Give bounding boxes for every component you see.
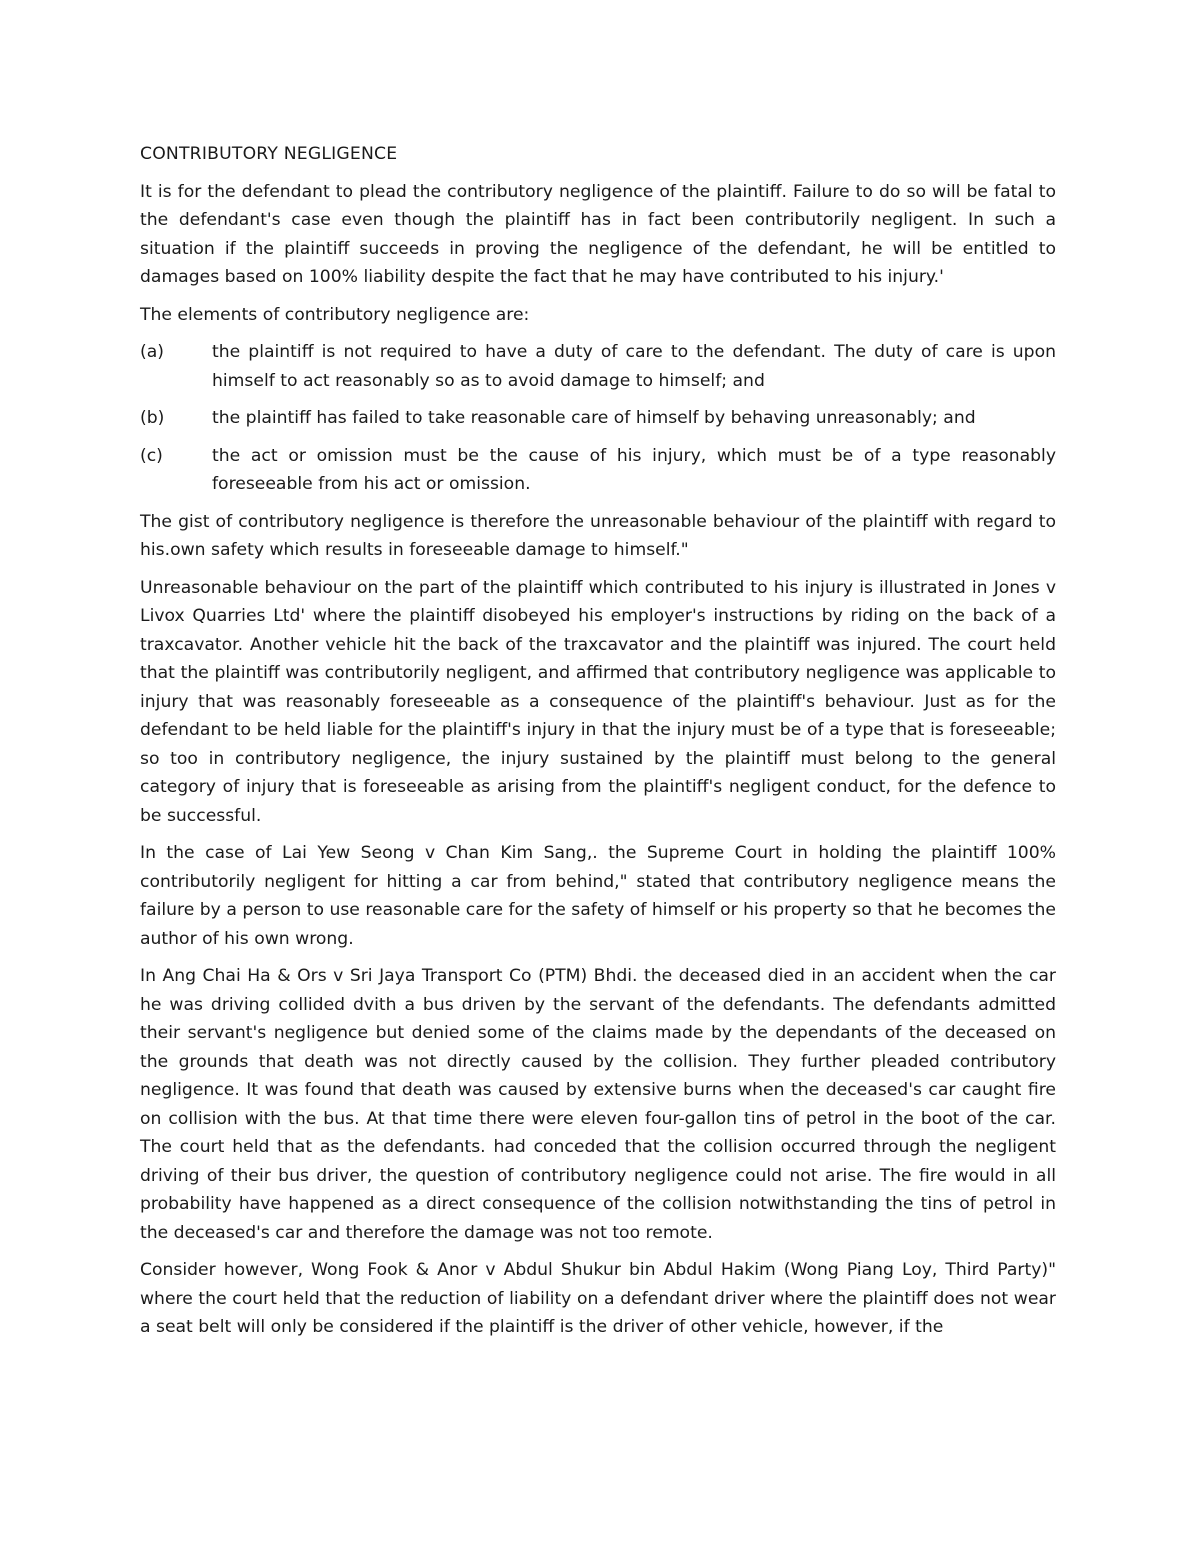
paragraph-lai-case: In the case of Lai Yew Seong v Chan Kim Sang,. the Supreme Court in holding the plaintiff 100% contributorily negligent for hitting a car from behind," stated that contributory negligence means the failure by a person to use reasonable care for the safety of himself or his property so that he becomes the author of his own wrong. [140, 843, 1056, 949]
list-item [140, 442, 1056, 499]
list-item [140, 338, 1056, 395]
elements-list [140, 338, 1056, 499]
list-item-text: the act or omission must be the cause of his injury, which must be of a type reasonably foreseeable from his act or omission. [212, 445, 1056, 494]
list-item [140, 404, 1056, 433]
paragraph-wong-case: Consider however, Wong Fook & Anor v Abdul Shukur bin Abdul Hakim (Wong Piang Loy, Third Party)" where the court held that the reduction of liability on a defendant driver where the plaintiff does not wear a seat belt will only be considered if the plaintiff is the driver of other vehicle, however, if the [140, 1260, 1056, 1337]
document-title: CONTRIBUTORY NEGLIGENCE [140, 144, 398, 164]
paragraph-intro: It is for the defendant to plead the contributory negligence of the plaintiff. Failure to do so will be fatal to the defendant's case even though the plaintiff has in fact been contributorily negligent. In such a situation if the plaintiff succeeds in proving the negligence of the defendant, he will be entitled to damages based on 100% liability despite the fact that he may have contributed to his injury.' [140, 181, 1056, 287]
list-item-label: (a) [140, 342, 164, 362]
paragraph-jones-case: Unreasonable behaviour on the part of the plaintiff which contributed to his injury is illustrated in Jones v Livox Quarries Ltd' where the plaintiff disobeyed his employer's instructions by riding on the back of a traxcavator. Another vehicle hit the back of the traxcavator and the plaintiff was injured. The court held that the plaintiff was contributorily negligent, and affirmed that contributory negligence was applicable to injury that was reasonably foreseeable as a consequence of the plaintiff's behaviour. Just as for the defendant to be held liable for the plaintiff's injury in that the injury must be of a type that is foreseeable; so too in contributory negligence, the injury sustained by the plaintiff must belong to the general category of injury that is foreseeable as arising from the plaintiff's negligent conduct, for the defence to be successful. [140, 577, 1056, 826]
list-item-text: the plaintiff is not required to have a duty of care to the defendant. The duty of care is upon himself to act reasonably so as to avoid damage to himself; and [212, 342, 1056, 391]
elements-intro: The elements of contributory negligence are: [140, 304, 530, 325]
paragraph-gist: The gist of contributory negligence is therefore the unreasonable behaviour of the plaintiff with regard to his.own safety which results in foreseeable damage to himself." [140, 511, 1056, 560]
list-item-text: the plaintiff has failed to take reasonable care of himself by behaving unreasonably; and [212, 408, 976, 428]
list-item-label: (c) [140, 445, 163, 466]
document-page [140, 140, 1056, 1351]
paragraph-ang-case: In Ang Chai Ha & Ors v Sri Jaya Transport Co (PTM) Bhdi. the deceased died in an accident when the car he was driving collided dvith a bus driven by the servant of the defendants. The defendants admitted their servant's negligence but denied some of the claims made by the dependants of the deceased on the grounds that death was not directly caused by the collision. They further pleaded contributory negligence. It was found that death was caused by extensive burns when the deceased's car caught fire on collision with the bus. At that time there were eleven four-gallon tins of petrol in the boot of the car. The court held that as the defendants. had conceded that the collision occurred through the negligent driving of their bus driver, the question of contributory negligence could not arise. The fire would in all probability have happened as a direct consequence of the collision notwithstanding the tins of petrol in the deceased's car and therefore the damage was not too remote. [140, 966, 1056, 1243]
list-item-label: (b) [140, 408, 165, 428]
